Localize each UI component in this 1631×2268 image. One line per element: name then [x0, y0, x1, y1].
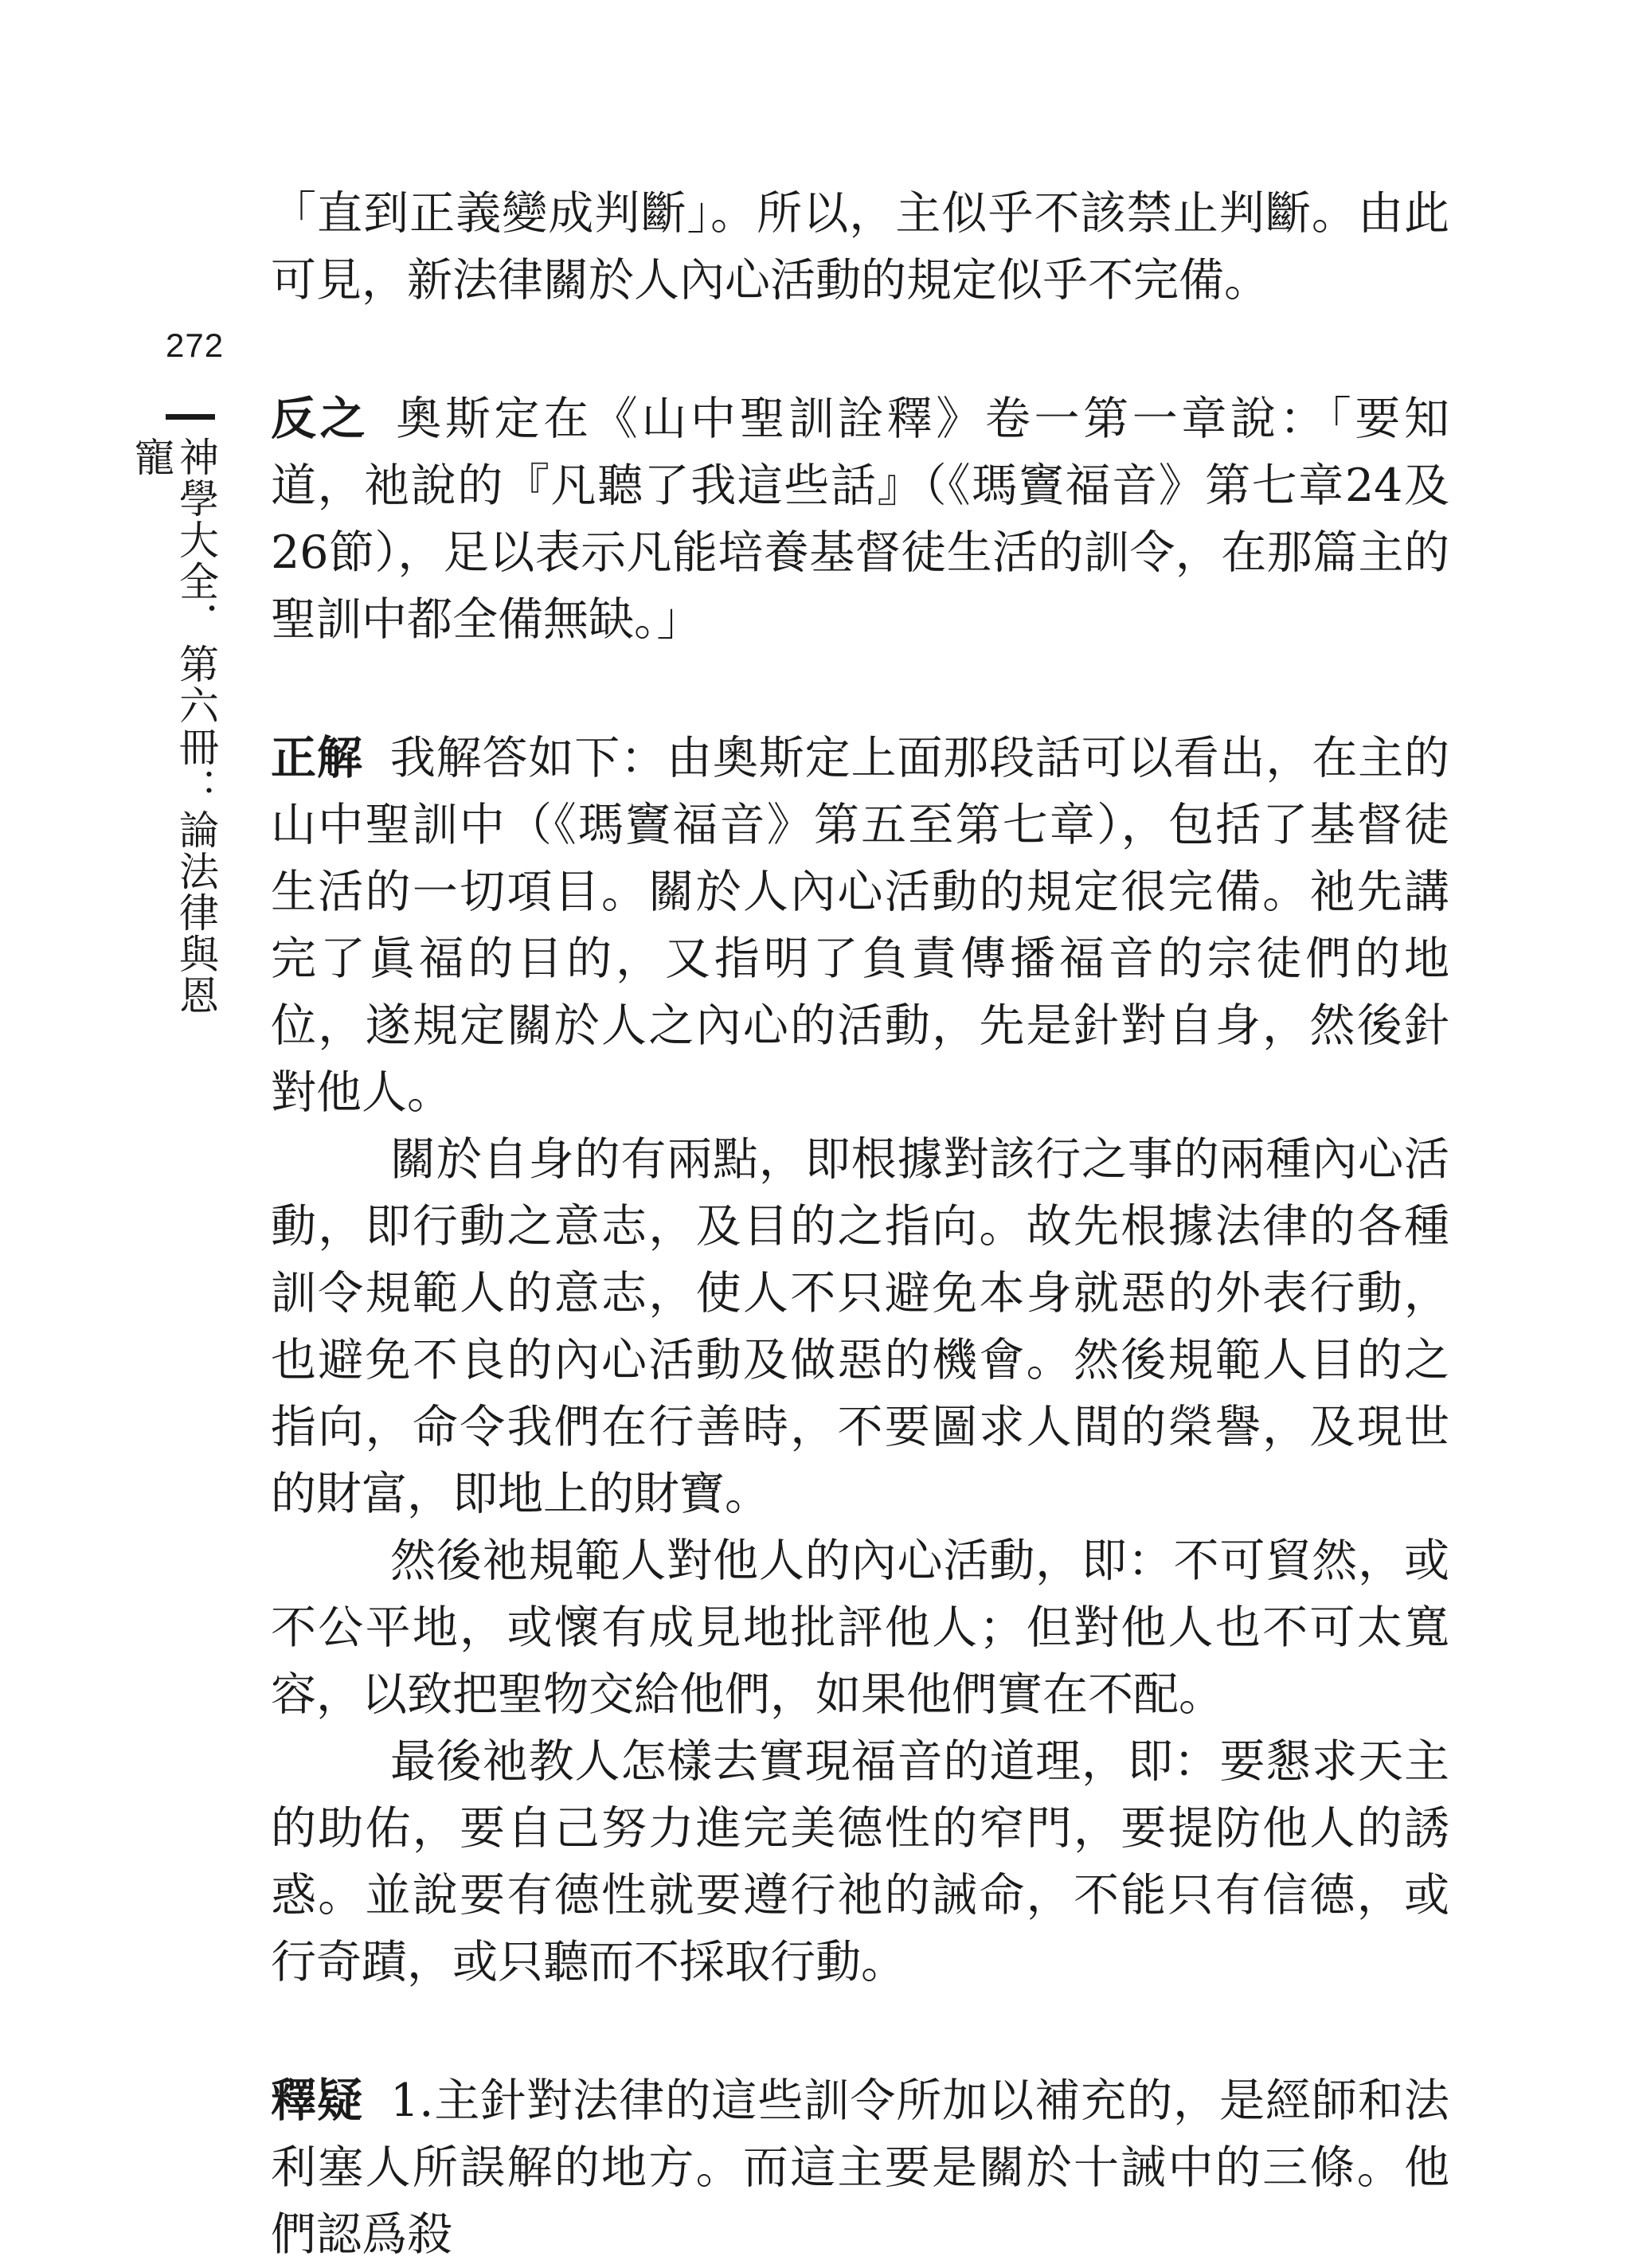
paragraph-body-4: 最後祂教人怎樣去實現福音的道理，即：要懇求天主的助佑，要自己努力進完美德性的窄門，要提防他人的誘惑。並說要有德性就要遵行祂的誡命，不能只有信德，或行奇蹟，或只聽而不採取行動。: [271, 1735, 1449, 1988]
section-gap: [271, 1996, 1449, 2067]
body-text: [271, 180, 1449, 2268]
respondeo-label: 正解: [271, 732, 363, 784]
paragraph-objection-continued: 「直到正義變成判斷」。所以，主似乎不該禁止判斷。由此可見，新法律關於人內心活動的規定似乎不完備。: [271, 187, 1449, 307]
running-header: 神學大全．第六冊：論法律與恩寵: [128, 436, 219, 1016]
section-gap: [271, 653, 1449, 725]
paragraph-reply-objections: [271, 2067, 1449, 2268]
reply-label: 釋疑: [271, 2074, 363, 2127]
paragraph-body-3: 然後祂規範人對他人的內心活動，即：不可貿然，或不公平地，或懷有成見地批評他人；但對他人也不可太寬容，以致把聖物交給他們，如果他們實在不配。: [271, 1535, 1449, 1721]
sed-contra-text: 奧斯定在《山中聖訓詮釋》卷一第一章說：「要知道，祂說的『凡聽了我這些話』（《瑪竇福音》第七章24及26節），足以表示凡能培養基督徒生活的訓令，在那篇主的聖訓中都全備無缺。」: [271, 393, 1450, 646]
sed-contra-label: 反之: [271, 393, 370, 445]
reply-text: 1.主針對法律的這些訓令所加以補充的，是經師和法利塞人所誤解的地方。而這主要是關於十誡中的三條。他們認爲殺: [271, 2074, 1449, 2261]
paragraph-sed-contra: [271, 385, 1449, 653]
header-rule: [166, 414, 215, 420]
paragraph-respondeo: [271, 725, 1449, 1126]
page-number: 272: [166, 327, 225, 364]
respondeo-text: 我解答如下：由奧斯定上面那段話可以看出，在主的山中聖訓中（《瑪竇福音》第五至第七章），包括了基督徒生活的一切項目。關於人內心活動的規定很完備。祂先講完了眞福的目的，又指明了負責傳播福音的宗徒們的地位，遂規定關於人之內心的活動，先是針對自身，然後針對他人。: [271, 732, 1449, 1119]
section-gap: [271, 314, 1449, 385]
paragraph-body-2: 關於自身的有兩點，即根據對該行之事的兩種內心活動，即行動之意志，及目的之指向。故先根據法律的各種訓令規範人的意志，使人不只避免本身就惡的外表行動，也避免不良的內心活動及做惡的機會。然後規範人目的之指向，命令我們在行善時，不要圖求人間的榮譽，及現世的財富，即地上的財寶。: [271, 1133, 1449, 1520]
